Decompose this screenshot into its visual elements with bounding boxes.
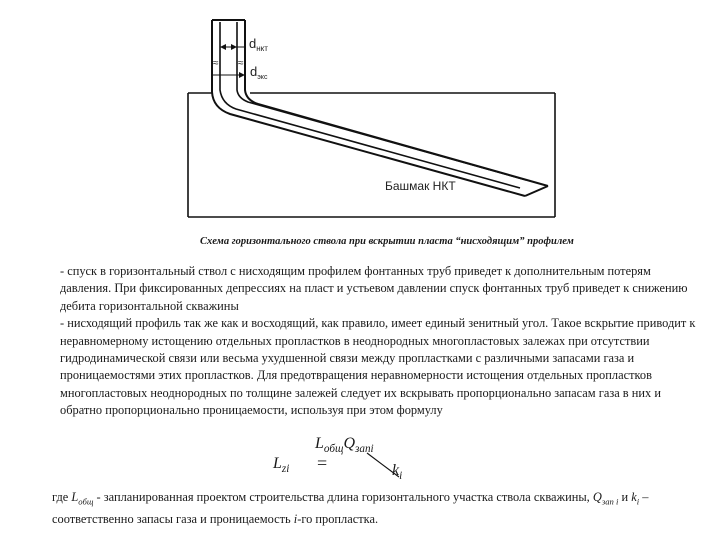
- formula-lhs: $L_{zi}$: [273, 455, 290, 476]
- formula-equals: =: [317, 453, 328, 473]
- label-d-nkt: $d_{нкт}$: [249, 36, 268, 53]
- dim-nkt-arrow-left: [220, 44, 226, 50]
- paragraph-2: - нисходящий профиль так же как и восходящий, как правило, имеет единый зенитный угол. Такое вскрытие приводит к неравномерному истощению отдельных пропластков в неоднородных многопластовых залежах при отсутствии гидродинамической связи или весьма ухудшенной связи между пропластками с различными запасами газа и проницаемостями этих пропластков. Для предотвращения неравномерности истощения отдельных пропластков многопластовых неоднородных по толщине залежей следует их вскрывать пропорционально запасам газа в них и обратно пропорционально проницаемости, используя при этом формулу: [60, 316, 696, 418]
- packer-mark-right: ≈: [238, 58, 244, 69]
- label-tubing-shoe: Башмак НКТ: [385, 179, 456, 193]
- formula-numerator: $L_{общ}Q_{запi}$: [315, 435, 374, 456]
- body-text: [60, 263, 700, 420]
- label-d-exp: $d_{экс}$: [250, 64, 268, 81]
- casing-end: [525, 186, 548, 196]
- formula-denominator: $k_i$: [392, 462, 403, 483]
- formula: [265, 435, 435, 487]
- paragraph-1: - спуск в горизонтальный ствол с нисходящим профилем фонтанных труб приведет к дополнительным потерям давления. При фиксированных депрессиях на пласт и устьевом давлении спуск фонтанных труб приведет к снижению дебита горизонтальной скважины: [60, 264, 688, 313]
- figure-caption: Схема горизонтального ствола при вскрытии пласта “нисходящим” профилем: [200, 236, 574, 247]
- formula-explanation: где $L_{общ}$ - запланированная проектом строительства длина горизонтального участка ствола скважины, $Q_{зап i}$ и $k_i$ – соответственно запасы газа и проницаемость i-го пропластка.: [52, 490, 649, 526]
- packer-mark-left: ≈: [213, 58, 219, 69]
- dim-nkt-arrow-right: [231, 44, 237, 50]
- well-diagram: [0, 0, 720, 225]
